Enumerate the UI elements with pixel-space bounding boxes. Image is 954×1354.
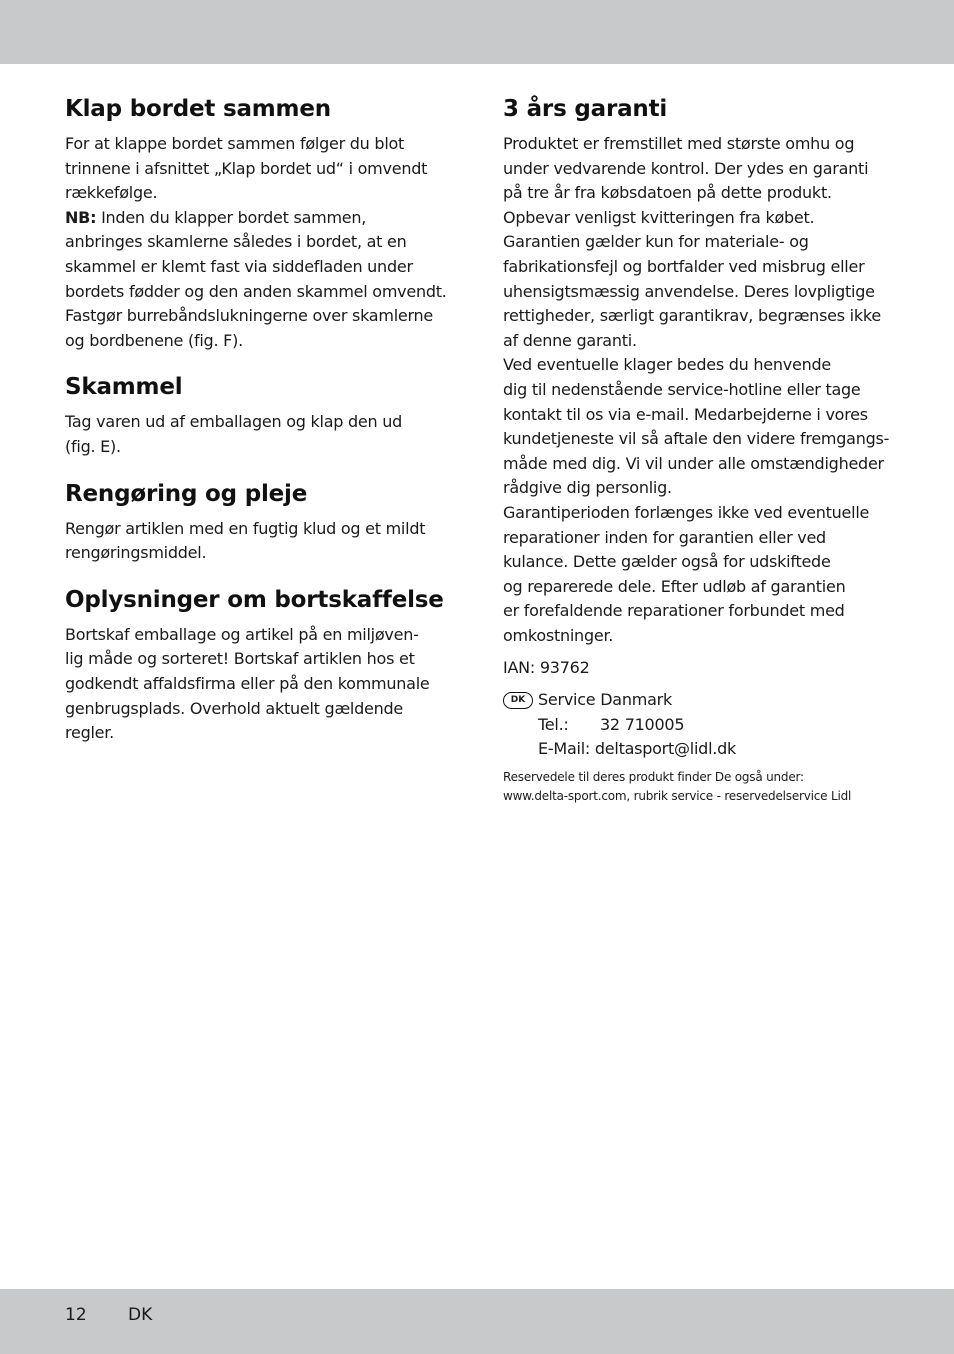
text-line: omkostninger. xyxy=(503,625,614,645)
service-title: Service Danmark xyxy=(538,690,672,710)
nb-label: NB: xyxy=(65,207,97,227)
disposal-section xyxy=(65,583,457,746)
text-line: fabrikationsfejl og bortfalder ved misbrug eller xyxy=(503,256,865,276)
text-line: kundetjeneste vil så aftale den videre fremgangs- xyxy=(503,429,890,449)
text-line: regler. xyxy=(65,723,114,743)
text-line: under vedvarende kontrol. Der ydes en garanti xyxy=(503,158,869,178)
email-value: deltasport@lidl.dk xyxy=(594,739,737,759)
service-email-row xyxy=(538,737,895,762)
fold-paragraph xyxy=(65,132,457,353)
phone-value: 32 710005 xyxy=(600,714,685,734)
warranty-heading: 3 års garanti xyxy=(503,96,668,122)
text-line: Fastgør burrebåndslukningerne over skamlerne xyxy=(65,306,434,326)
text-line: genbrugsplads. Overhold aktuelt gældende xyxy=(65,698,403,718)
text-line: af denne garanti. xyxy=(503,330,637,350)
text-line: skammel er klemt fast via siddefladen under xyxy=(65,256,413,276)
text-line: Reservedele til deres produkt finder De også under: xyxy=(503,769,804,784)
text-line: Bortskaf emballage og artikel på en miljøven- xyxy=(65,624,419,644)
text-line: rækkefølge. xyxy=(65,183,158,203)
service-contact xyxy=(503,688,895,762)
phone-label: Tel.: xyxy=(538,714,569,734)
text-line: rettigheder, særligt garantikrav, begrænses ikke xyxy=(503,306,881,326)
text-line: Opbevar venligst kvitteringen fra købet. xyxy=(503,207,815,227)
left-column xyxy=(65,92,457,763)
text-line: www.delta-sport.com, rubrik service - reservedelservice Lidl xyxy=(503,788,852,803)
header-band xyxy=(0,0,954,64)
nb-line xyxy=(65,206,457,231)
nb-text: Inden du klapper bordet sammen, xyxy=(96,207,367,227)
text-line: godkendt affaldsfirma eller på den kommunale xyxy=(65,673,430,693)
email-label: E-Mail: xyxy=(538,739,591,759)
warranty-paragraph xyxy=(503,132,895,648)
stool-section xyxy=(65,370,457,459)
spare-parts-note xyxy=(503,768,895,806)
language-code: DK xyxy=(128,1305,153,1325)
stool-paragraph xyxy=(65,410,457,459)
warranty-section xyxy=(503,92,895,681)
service-phone-row xyxy=(538,713,895,738)
page-number: 12 xyxy=(65,1305,87,1325)
text-line: rådgive dig personlig. xyxy=(503,478,672,498)
cleaning-paragraph xyxy=(65,517,457,566)
text-line: trinnene i afsnittet „Klap bordet ud“ i omvendt xyxy=(65,158,428,178)
text-line: Rengør artiklen med en fugtig klud og et mildt xyxy=(65,518,426,538)
text-line: er forefaldende reparationer forbundet med xyxy=(503,601,845,621)
text-line: og reparerede dele. Efter udløb af garantien xyxy=(503,576,846,596)
text-line: Produktet er fremstillet med største omhu og xyxy=(503,134,855,153)
text-line: anbringes skamlerne således i bordet, at en xyxy=(65,232,407,252)
disposal-heading: Oplysninger om bortskaffelse xyxy=(65,586,444,613)
right-column xyxy=(503,92,895,806)
text-line: Garantiperioden forlænges ikke ved eventuelle xyxy=(503,502,870,522)
text-line: uhensigtsmæssig anvendelse. Deres lovpligtige xyxy=(503,281,875,301)
cleaning-heading: Rengøring og pleje xyxy=(65,480,308,507)
cleaning-section xyxy=(65,477,457,566)
disposal-paragraph xyxy=(65,623,457,746)
text-line: kontakt til os via e-mail. Medarbejderne i vores xyxy=(503,404,868,424)
service-details xyxy=(538,688,895,762)
text-line: lig måde og sorteret! Bortskaf artiklen hos et xyxy=(65,649,415,669)
text-line: bordets fødder og den anden skammel omvendt. xyxy=(65,281,447,301)
country-badge: DK xyxy=(503,692,533,709)
text-line: For at klappe bordet sammen følger du blot xyxy=(65,134,405,153)
text-line: Tag varen ud af emballagen og klap den ud xyxy=(65,412,403,432)
text-line: rengøringsmiddel. xyxy=(65,543,207,563)
text-line: dig til nedenstående service-hotline eller tage xyxy=(503,379,861,399)
text-line: reparationer inden for garantien eller ved xyxy=(503,527,826,547)
fold-heading: Klap bordet sammen xyxy=(65,96,331,122)
fold-section xyxy=(65,92,457,353)
text-line: kulance. Dette gælder også for udskiftede xyxy=(503,552,831,572)
text-line: og bordbenene (fig. F). xyxy=(65,330,243,350)
stool-heading: Skammel xyxy=(65,374,183,401)
text-line: Ved eventuelle klager bedes du henvende xyxy=(503,355,831,375)
ian-number: IAN: 93762 xyxy=(503,658,590,678)
text-line: måde med dig. Vi vil under alle omstændigheder xyxy=(503,453,884,473)
text-line: på tre år fra købsdatoen på dette produkt. xyxy=(503,183,832,203)
text-line: Garantien gælder kun for materiale- og xyxy=(503,232,809,252)
text-line: (fig. E). xyxy=(65,436,121,456)
